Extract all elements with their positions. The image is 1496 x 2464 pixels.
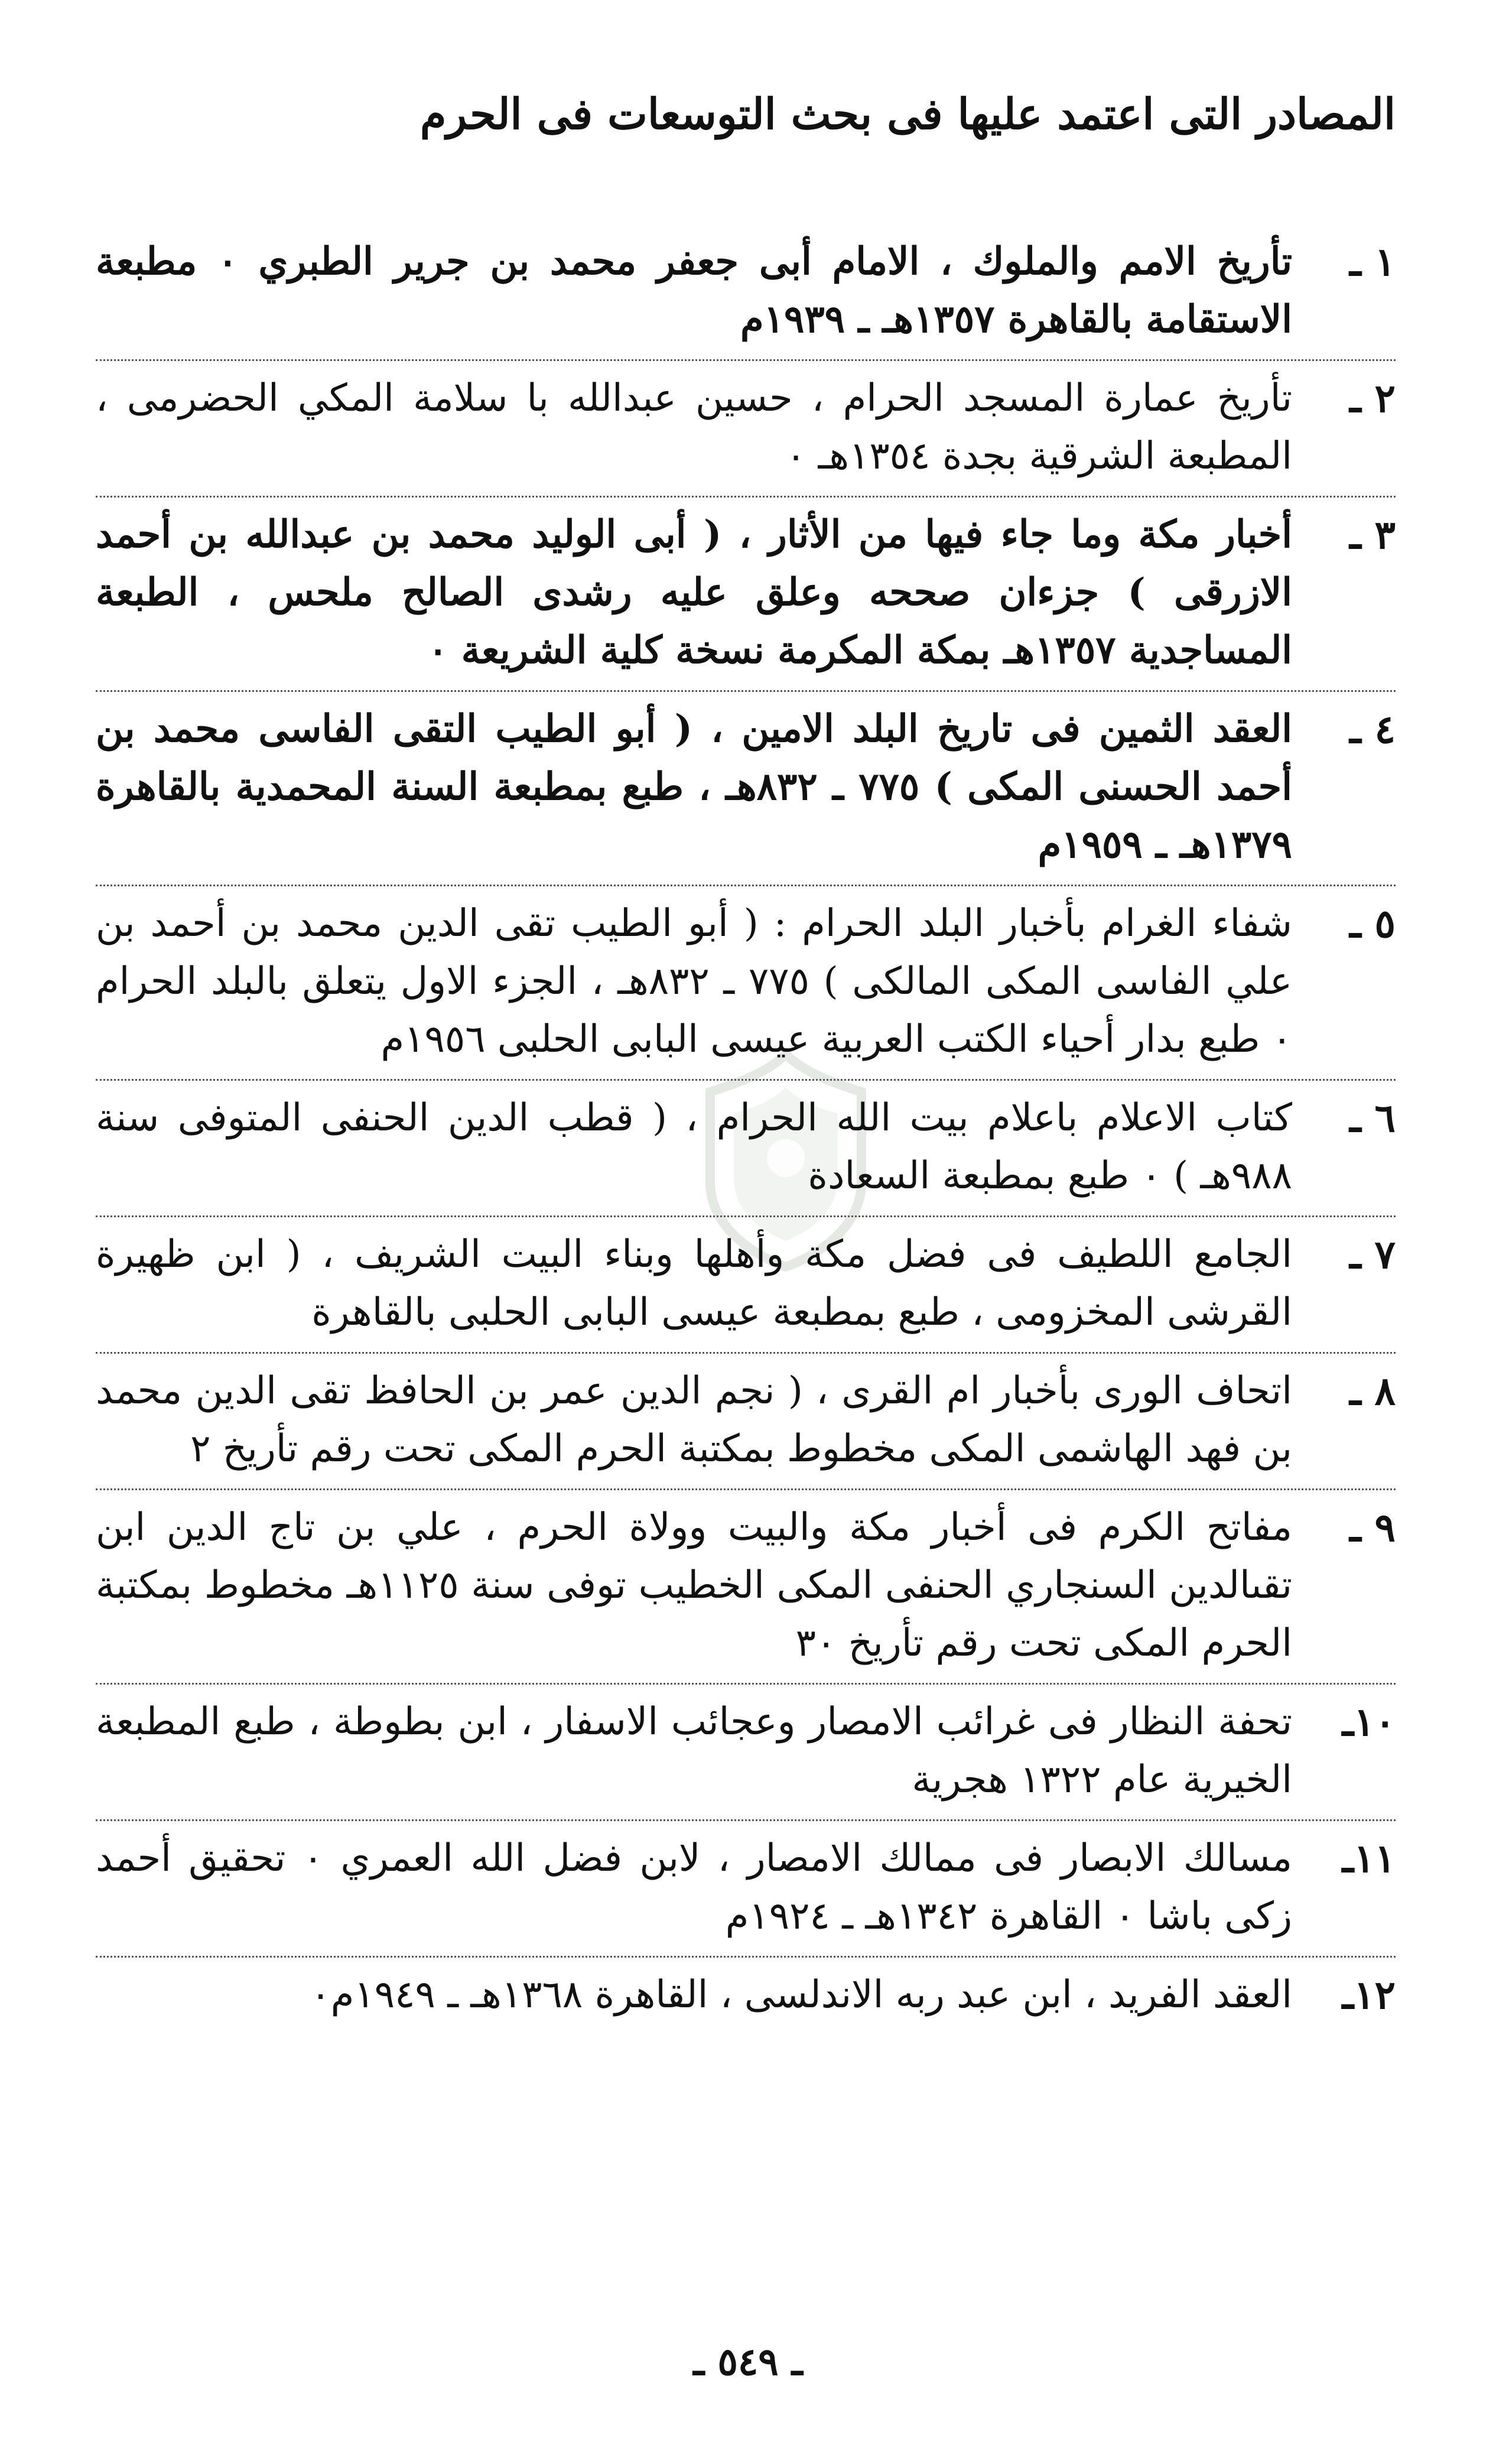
list-item [96, 1217, 1396, 1354]
list-item [96, 1958, 1396, 2034]
list-item [96, 498, 1396, 692]
list-item [96, 692, 1396, 886]
entry-text: الجامع اللطيف فى فضل مكة وأهلها وبناء البيت الشريف ، ( ابن ظهيرة القرشى المخزومى ، طبع بمطبعة عيسى البابى الحلبى بالقاهرة [96, 1233, 1292, 1334]
list-item [96, 1081, 1396, 1217]
entry-text: العقد الثمين فى تاريخ البلد الامين ، ( أبو الطيب التقى الفاسى محمد بن أحمد الحسنى المكى ) ٧٧٥ ـ ٨٣٢هـ ، طبع بمطبعة السنة المحمدية بالقاهرة ١٣٧٩هـ ـ ١٩٥٩م [96, 707, 1293, 867]
list-item [96, 1821, 1396, 1958]
list-item [96, 1354, 1396, 1490]
entry-number: ٧ ـ [1349, 1231, 1396, 1277]
entry-number: ٢ ـ [1349, 375, 1396, 421]
entry-text: تحفة النظار فى غرائب الامصار وعجائب الاسفار ، ابن بطوطة ، طبع المطبعة الخيرية عام ١٣٢٢ هجرية [96, 1700, 1292, 1802]
entry-text: تأريخ الامم والملوك ، الامام أبى جعفر محمد بن جرير الطبري ٠ مطبعة الاستقامة بالقاهرة ١٣٥٧هـ ـ ١٩٣٩م [96, 239, 1293, 342]
list-item [96, 886, 1396, 1081]
list-item [96, 361, 1396, 498]
entry-text: أخبار مكة وما جاء فيها من الأثار ، ( أبى الوليد محمد بن عبدالله بن أحمد الازرقى ) جزءان صححه وعلق عليه رشدى الصالح ملحس ، الطبعة المساجدية ١٣٥٧هـ بمكة المكرمة نسخة كلية الشريعة ٠ [96, 512, 1293, 672]
entry-number: ٥ ـ [1349, 901, 1396, 947]
entry-number: ٦ ـ [1349, 1095, 1396, 1141]
entry-text: مفاتح الكرم فى أخبار مكة والبيت وولاة الحرم ، علي بن تاج الدين ابن تقىالدين السنجاري الحنفى المكى الخطيب توفى سنة ١١٢٥هـ مخطوط بمكتبة الحرم المكى تحت رقم تأريخ ٣٠ [96, 1506, 1293, 1665]
page-number: ـ ٥٤٩ ـ [693, 2340, 803, 2384]
entry-text: العقد الفريد ، ابن عبد ربه الاندلسى ، القاهرة ١٣٦٨هـ ـ ١٩٤٩م٠ [310, 1973, 1292, 2017]
entry-text: تأريخ عمارة المسجد الحرام ، حسين عبدالله با سلامة المكي الحضرمى ، المطبعة الشرقية بجدة ١٣٥٤هـ ٠ [96, 376, 1293, 478]
list-item [96, 1685, 1396, 1821]
entry-number: ١٠ـ [1342, 1699, 1396, 1745]
sources-list [96, 225, 1396, 2034]
page-title: المصادر التى اعتمد عليها فى بحث التوسعات فى الحرم [419, 89, 1396, 139]
list-item [96, 1490, 1396, 1685]
entry-number: ١٢ـ [1342, 1972, 1396, 2018]
entry-number: ١ ـ [1349, 239, 1396, 285]
entry-number: ٣ ـ [1349, 512, 1396, 558]
list-item [96, 225, 1396, 361]
entry-text: اتحاف الورى بأخبار ام القرى ، ( نجم الدين عمر بن الحافظ تقى الدين محمد بن فهد الهاشمى المكى مخطوط بمكتبة الحرم المكى تحت رقم تأريخ ٢ [96, 1369, 1292, 1471]
entry-text: شفاء الغرام بأخبار البلد الحرام : ( أبو الطيب تقى الدين محمد بن أحمد بن علي الفاسى المكى المالكى ) ٧٧٥ ـ ٨٣٢هـ ، الجزء الاول يتعلق بالبلد الحرام ٠ طبع بدار أحياء الكتب العربية عيسى البابى الحلبى ١٩٥٦م [96, 902, 1293, 1061]
entry-number: ٤ ـ [1349, 706, 1396, 752]
entry-number: ١١ـ [1342, 1835, 1396, 1881]
entry-number: ٩ ـ [1349, 1504, 1396, 1550]
entry-text: كتاب الاعلام باعلام بيت الله الحرام ، ( قطب الدين الحنفى المتوفى سنة ٩٨٨هـ ) ٠ طبع بمطبعة السعادة [96, 1096, 1292, 1198]
entry-number: ٨ ـ [1349, 1368, 1396, 1414]
entry-text: مسالك الابصار فى ممالك الامصار ، لابن فضل الله العمري ٠ تحقيق أحمد زكى باشا ٠ القاهرة ١٣٤٢هـ ـ ١٩٢٤م [96, 1836, 1293, 1938]
